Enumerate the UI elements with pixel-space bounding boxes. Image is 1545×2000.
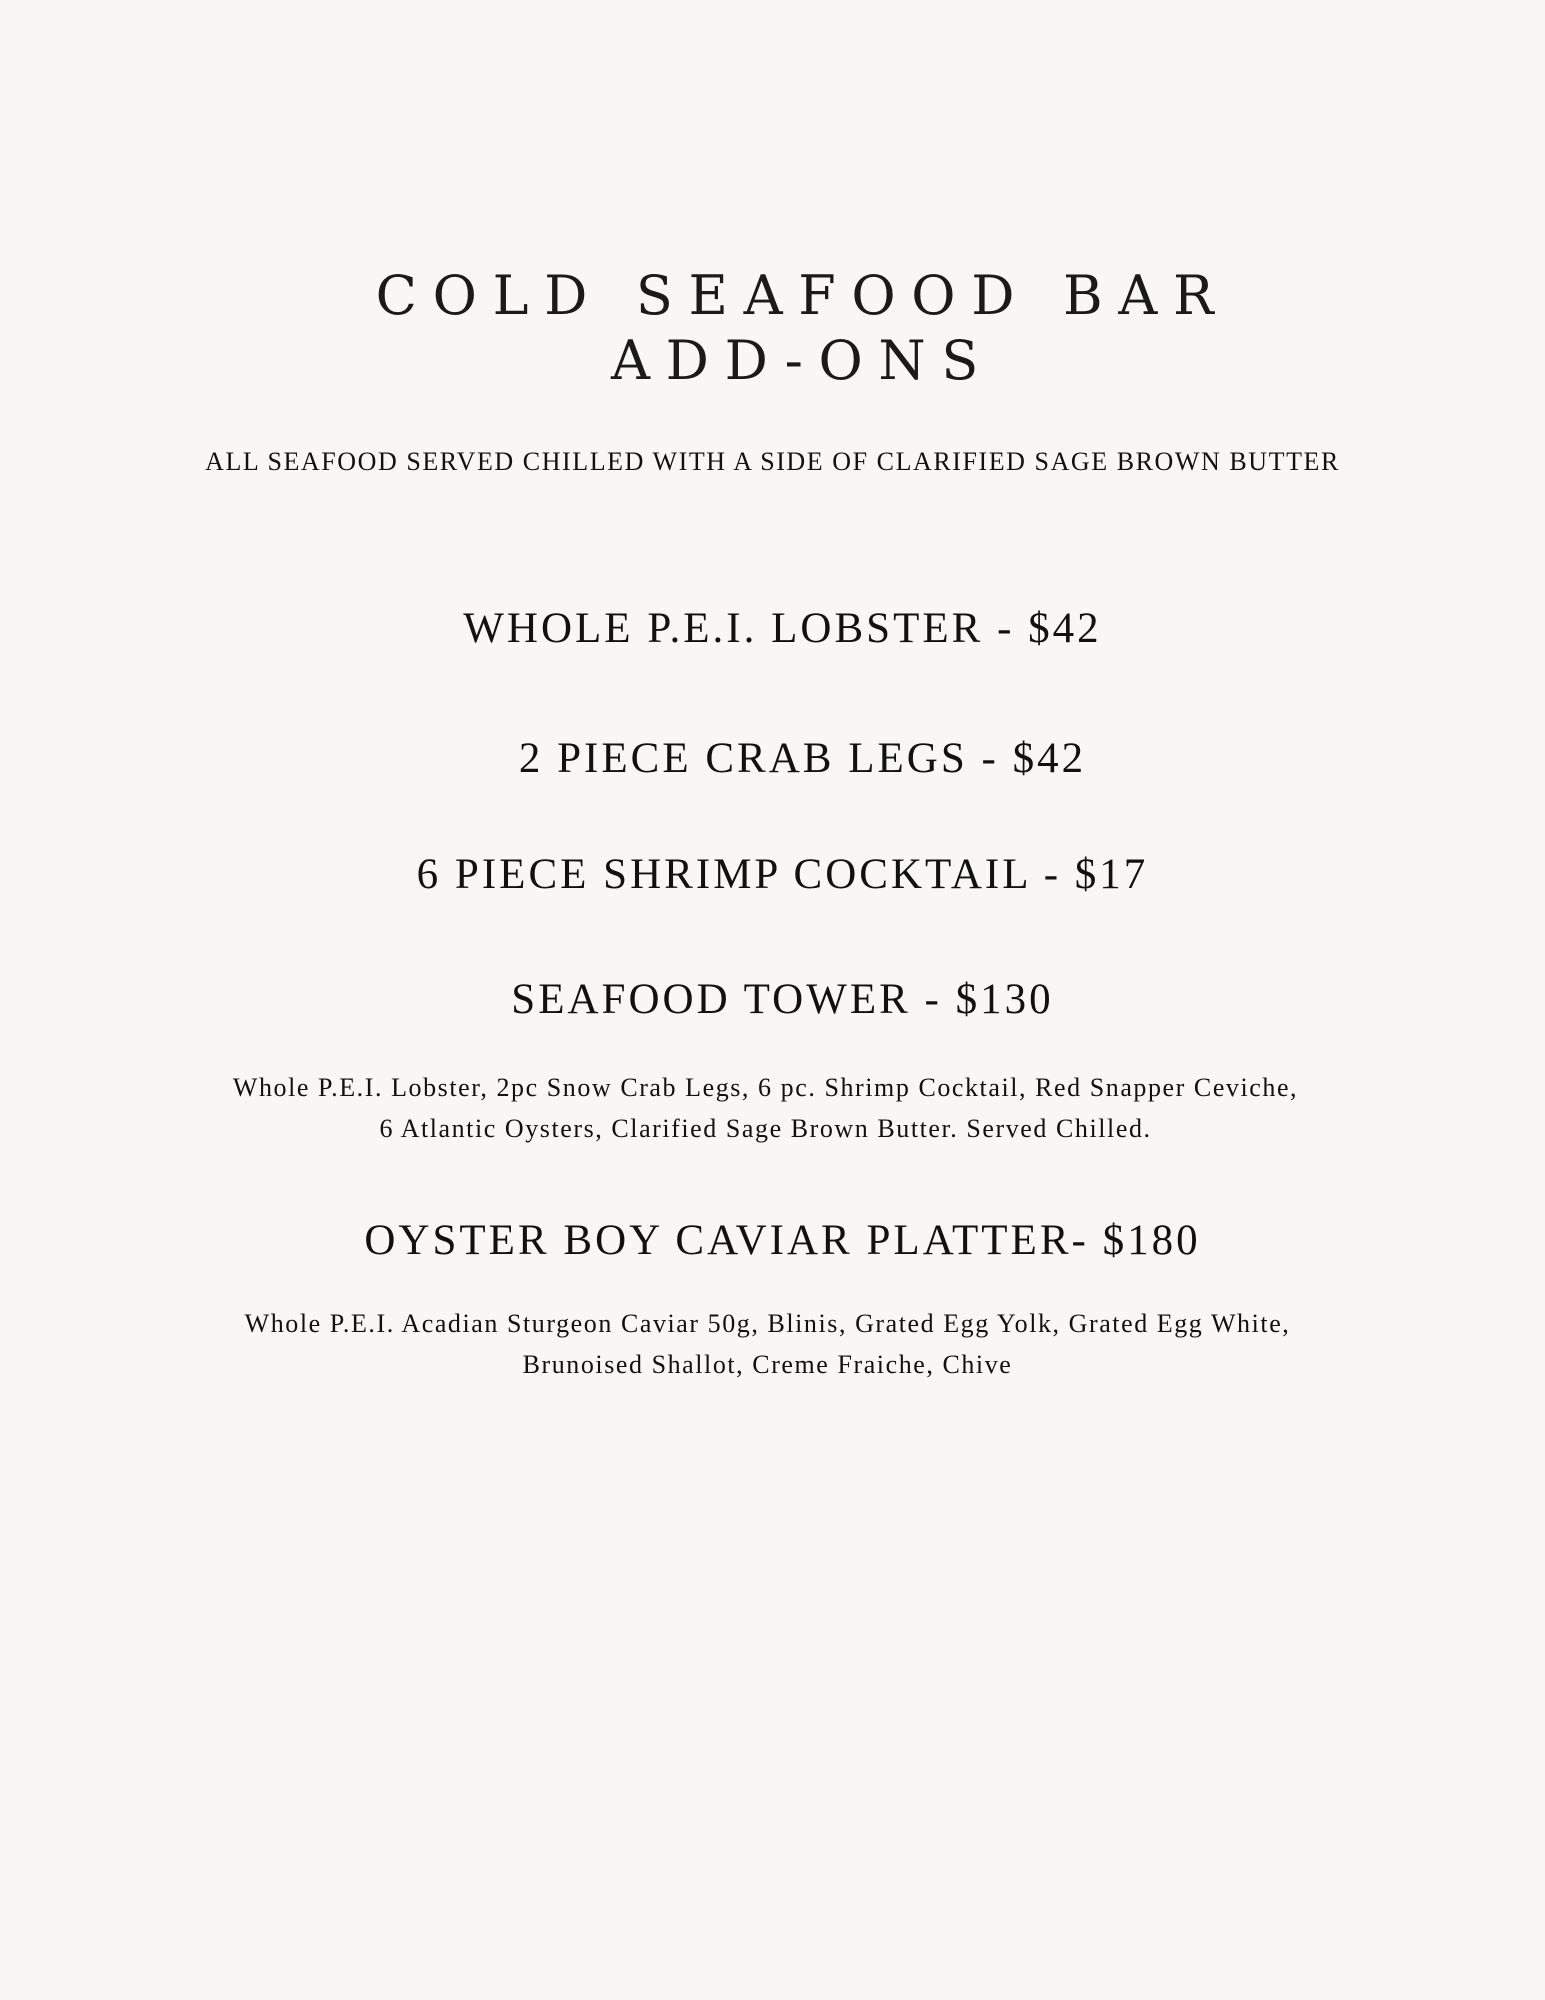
menu-item-shrimp-cocktail: 6 PIECE SHRIMP COCKTAIL - $17 [416,851,1149,898]
caviar-platter-description-line-2: Brunoised Shallot, Creme Fraiche, Chive [522,1350,1013,1379]
menu-subtitle: ALL SEAFOOD SERVED CHILLED WITH A SIDE OF CLARIFIED SAGE BROWN BUTTER [205,447,1340,476]
menu-item-seafood-tower: SEAFOOD TOWER - $130 [511,976,1054,1023]
menu-item-caviar-platter: OYSTER BOY CAVIAR PLATTER- $180 [364,1217,1201,1264]
menu-item-crab-legs: 2 PIECE CRAB LEGS - $42 [518,735,1087,782]
caviar-platter-description-line-1: Whole P.E.I. Acadian Sturgeon Caviar 50g, Blinis, Grated Egg Yolk, Grated Egg White, [244,1309,1291,1338]
seafood-tower-description-line-2: 6 Atlantic Oysters, Clarified Sage Brown Butter. Served Chilled. [379,1114,1152,1143]
page-title-line-2: ADD-ONS [611,329,994,392]
seafood-tower-description-line-1: Whole P.E.I. Lobster, 2pc Snow Crab Legs, 6 pc. Shrimp Cocktail, Red Snapper Ceviche, [232,1073,1299,1102]
page-title-line-1: COLD SEAFOOD BAR [375,264,1230,327]
menu-item-lobster: WHOLE P.E.I. LOBSTER - $42 [463,605,1102,652]
